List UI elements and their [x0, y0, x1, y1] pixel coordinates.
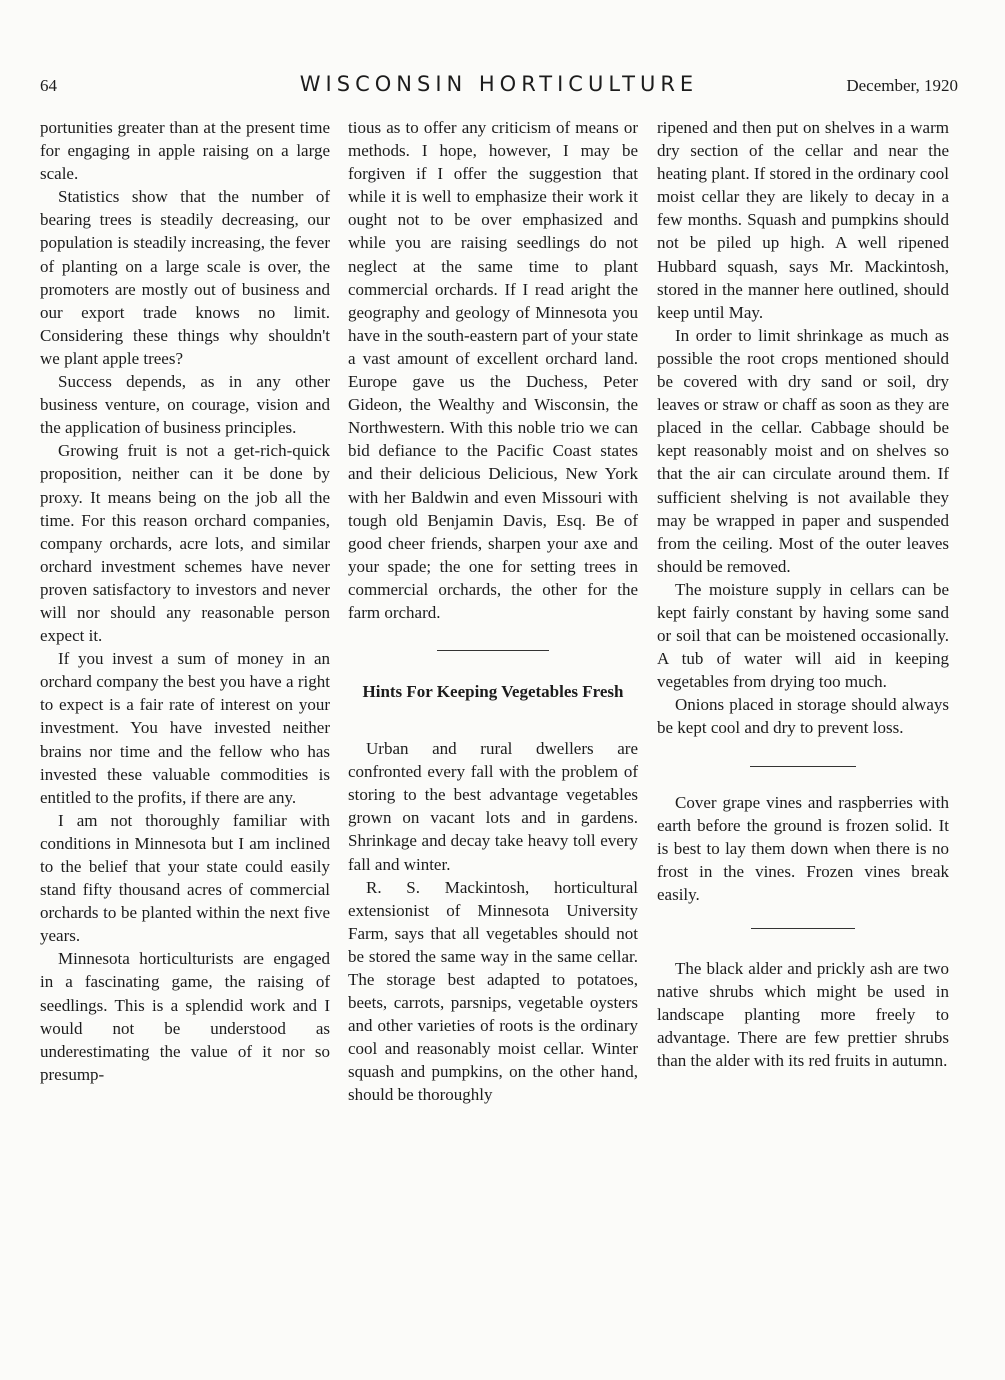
paragraph: Statistics show that the number of bearing trees is steadily decreasing, our population is steadily increasing, the fever of planting on a large scale is over, the promoters are mostly out of business and our export trade knows no limit. Considering these things why shouldn't we plant apple trees?: [40, 187, 330, 368]
column-3: [657, 116, 949, 1072]
paragraph: ripened and then put on shelves in a warm dry section of the cellar and near the heating plant. If stored in the ordinary cool moist cellar they are likely to decay in a few months. Squash and pumpkins should not be piled up high. A well ripened Hubbard squash, says Mr. Mackintosh, stored in the manner here outlined, should keep until May.: [657, 118, 949, 322]
column-1: [40, 116, 330, 1086]
paragraph: R. S. Mackintosh, horticultural extensionist of Minnesota University Farm, says that all vegetables should not be stored the same way in the same cellar. The storage best adapted to potatoes, beets, carrots, parsnips, vegetable oysters and other varieties of roots is the ordinary cool and reasonably moist cellar. Winter squash and pumpkins, on the other hand, should be thoroughly: [348, 877, 638, 1105]
section-heading: Hints For Keeping Vegetables Fresh: [362, 682, 624, 702]
note-grapes: Cover grape vines and raspberries with earth before the ground is frozen solid. It is best to lay them down when there is no frost in the vines. Frozen vines break easily.: [657, 792, 949, 904]
page-header: [40, 72, 958, 102]
page-number: 64: [40, 76, 57, 95]
section-divider: [750, 766, 856, 767]
paragraph: In order to limit shrinkage as much as possible the root crops mentioned should be covered with dry sand or soil, dry leaves or straw or chaff as soon as they are placed in the cellar. Cabbage should be kept reasonably moist and on shelves so that the air can circulate around them. If sufficient shelving is not available they may be wrapped in paper and suspended from the ceiling. Most of the outer leaves should be removed.: [657, 325, 949, 576]
paragraph: Urban and rural dwellers are confronted every fall with the problem of storing to the best advantage vegetables grown on vacant lots and in gardens. Shrinkage and decay take heavy toll every fall and winter.: [348, 739, 638, 874]
paragraph: If you invest a sum of money in an orchard company the best you have a right to expect is a fair rate of interest on your investment. You have invested neither brains nor time and the fellow who has invested these valuable commodities is entitled to the profits, if there are any.: [40, 649, 330, 807]
note-shrubs: The black alder and prickly ash are two native shrubs which might be used in landscape planting more freely to advantage. There are few prettier shrubs than the alder with its red fruits in autumn.: [657, 959, 949, 1071]
paragraph: Minnesota horticulturists are engaged in a fascinating game, the raising of seedlings. This is a splendid work and I would not be understood as underestimating the value of it nor so presump-: [40, 949, 330, 1084]
issue-date: December, 1920: [846, 76, 958, 95]
journal-title: WISCONSIN HORTICULTURE: [299, 72, 699, 96]
paragraph: Onions placed in storage should always be kept cool and dry to prevent loss.: [657, 695, 949, 738]
paragraph: Success depends, as in any other business venture, on courage, vision and the application of business principles.: [40, 372, 330, 438]
paragraph: The moisture supply in cellars can be kept fairly constant by having some sand or soil that can be moistened occasionally. A tub of water will aid in keeping vegetables from drying too much.: [657, 579, 949, 692]
paragraph: tious as to offer any criticism of means or methods. I hope, however, I may be forgiven if I offer the suggestion that while it is well to emphasize their work it ought not to be over emphasized and while you are raising seedlings do not neglect at the same time to plant commercial orchards. If I read aright the geography and geology of Minnesota you have in the south-eastern part of your state a vast amount of excellent orchard land. Europe gave us the Duchess, Peter Gideon, the Wealthy and Wisconsin, the Northwestern. With this noble trio we can bid defiance to the Pacific Coast states and their delicious Delicious, New York with her Baldwin and even Missouri with tough old Benjamin Davis, Esq. Be of good cheer friends, sharpen your axe and your spade; the one for setting trees in commercial orchards, the other for the farm orchard.: [348, 118, 638, 622]
paragraph: I am not thoroughly familiar with conditions in Minnesota but I am inclined to the belief that your state could easily stand fifty thousand acres of commercial orchards to be planted within the next five years.: [40, 810, 330, 946]
column-2: [348, 116, 638, 1107]
section-divider: [751, 928, 855, 929]
section-divider: [437, 650, 549, 651]
paragraph: portunities greater than at the present time for engaging in apple raising on a large scale.: [40, 118, 330, 184]
paragraph: Growing fruit is not a get-rich-quick proposition, neither can it be done by proxy. It means being on the job all the time. For this reason orchard companies, company orchards, acre lots, and similar orchard investment schemes have never proven satisfactory to investors and never will nor should any reasonable person expect it.: [40, 441, 330, 646]
